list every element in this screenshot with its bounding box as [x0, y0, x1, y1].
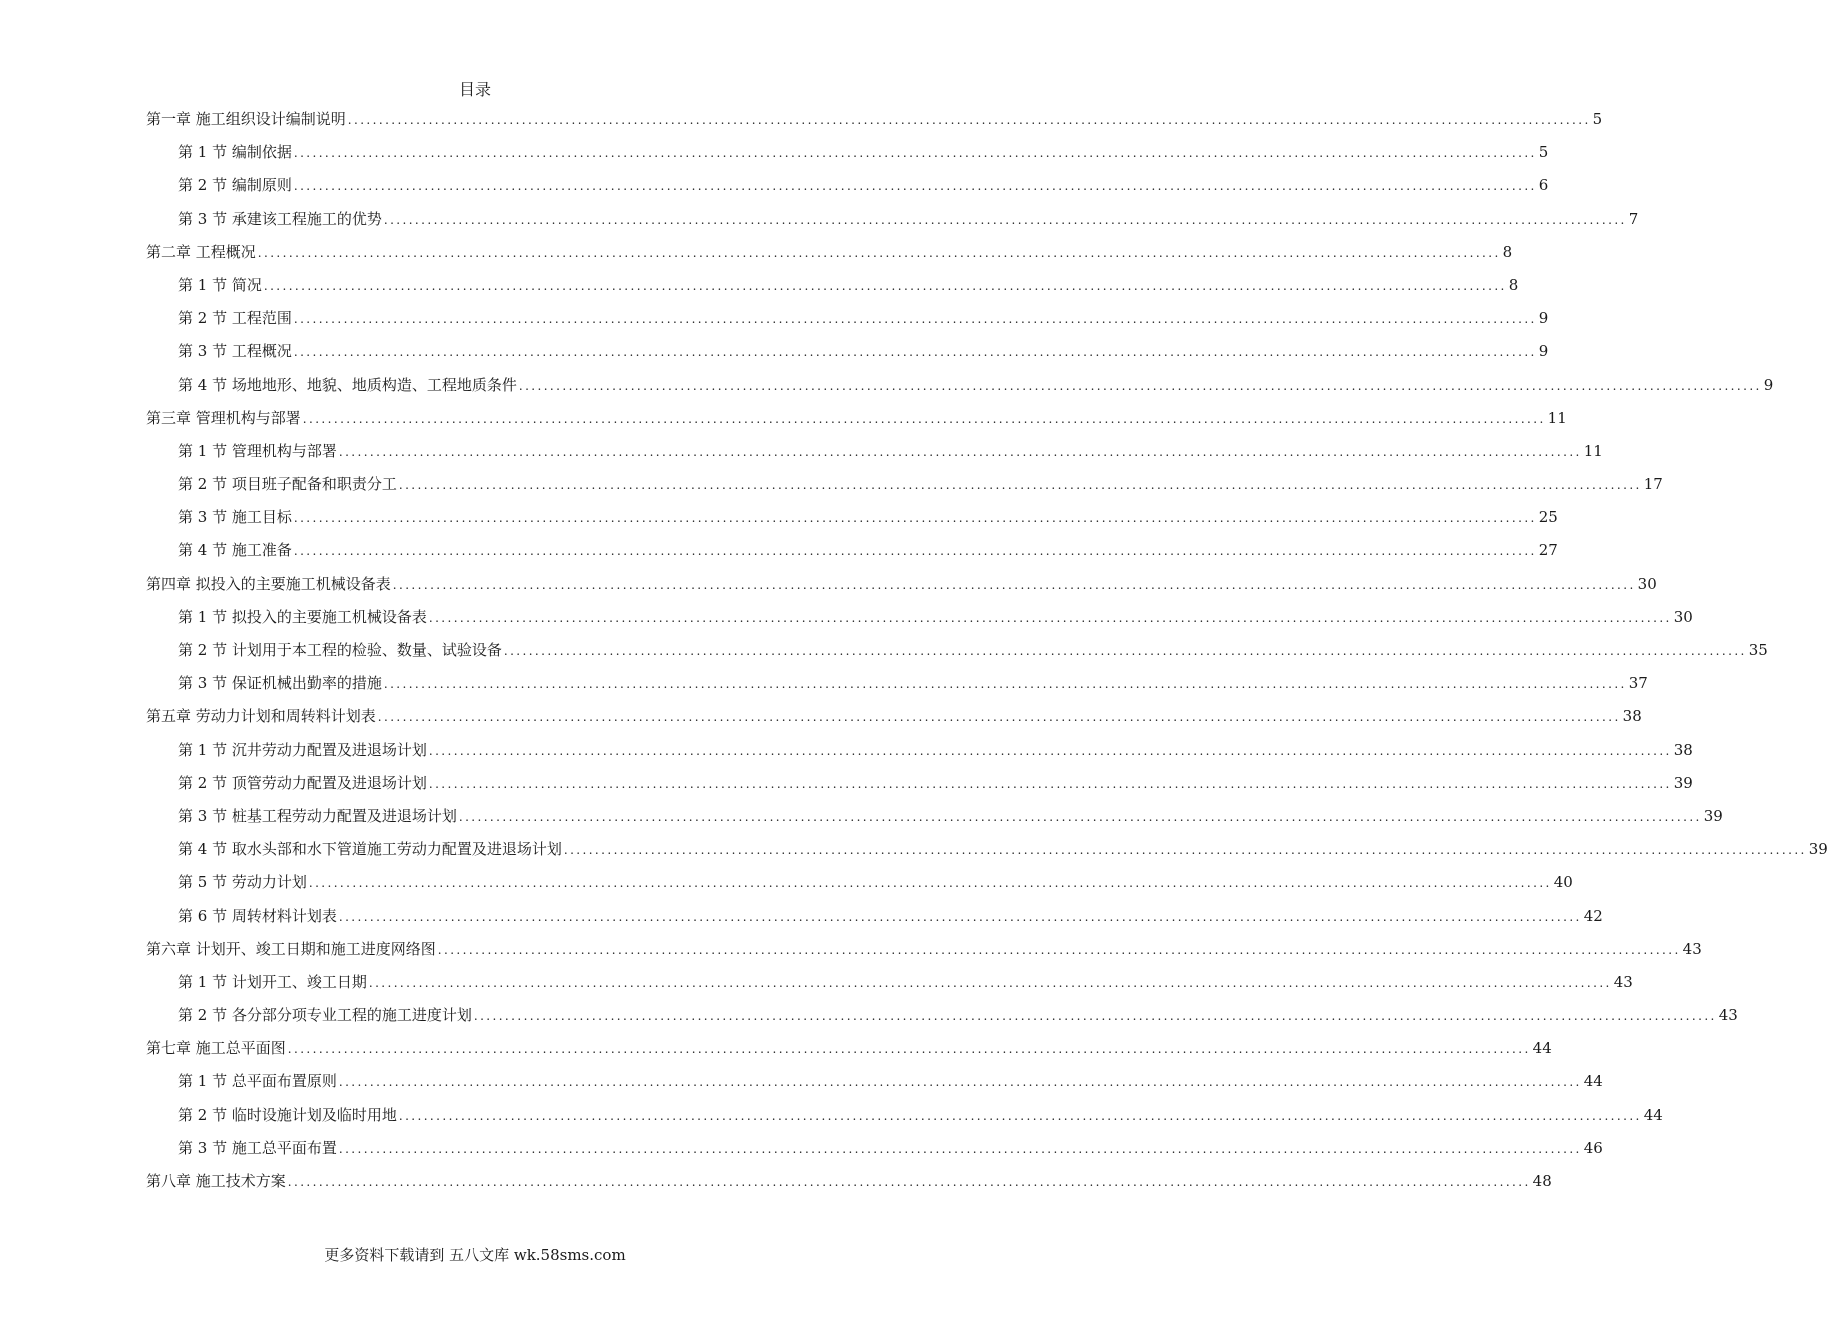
toc-dot-leader: ........................................................................................................................................................................................................ [383, 677, 1627, 692]
toc-dot-leader: ........................................................................................................................................................................................................ [428, 776, 1672, 791]
toc-section-entry[interactable] [0, 136, 1549, 169]
toc-section-entry[interactable] [0, 833, 1828, 866]
toc-entry-label: 第五章 劳动力计划和周转料计划表 [146, 707, 376, 726]
toc-section-entry[interactable] [0, 900, 1603, 933]
toc-dot-leader: ........................................................................................................................................................................................................ [287, 1175, 1531, 1189]
toc-section-entry[interactable] [0, 634, 1768, 667]
toc-entry-label: 第 3 节 工程概况 [178, 342, 292, 361]
toc-page-number: 17 [1643, 475, 1663, 494]
toc-entry-label: 第 1 节 管理机构与部署 [178, 441, 337, 460]
toc-page-number: 9 [1538, 309, 1549, 328]
toc-dot-leader: ........................................................................................................................................................................................................ [263, 278, 1507, 293]
toc-entry-label: 第 3 节 承建该工程施工的优势 [178, 209, 382, 228]
toc-section-entry[interactable] [0, 534, 1558, 567]
toc-chapter-entry[interactable] [0, 1165, 1552, 1198]
toc-dot-leader: ........................................................................................................................................................................................................ [473, 1009, 1717, 1024]
toc-entry-label: 第 4 节 场地地形、地貌、地质构造、工程地质条件 [178, 375, 517, 394]
toc-dot-leader: ........................................................................................................................................................................................................ [392, 577, 1636, 592]
toc-chapter-entry[interactable] [0, 402, 1567, 435]
toc-entry-label: 第七章 施工总平面图 [146, 1039, 286, 1058]
toc-entry-label: 第 2 节 编制原则 [178, 176, 292, 195]
toc-chapter-entry[interactable] [0, 933, 1702, 966]
toc-dot-leader: ........................................................................................................................................................................................................ [302, 411, 1546, 426]
toc-entry-label: 第三章 管理机构与部署 [146, 408, 301, 427]
toc-dot-leader: ........................................................................................................................................................................................................ [428, 610, 1672, 625]
toc-dot-leader: ........................................................................................................................................................................................................ [428, 743, 1672, 758]
toc-page-number: 48 [1532, 1172, 1552, 1190]
toc-section-entry[interactable] [0, 203, 1639, 236]
toc-page-number: 25 [1538, 508, 1558, 527]
toc-dot-leader: ........................................................................................................................................................................................................ [308, 876, 1552, 891]
toc-page-number: 43 [1682, 939, 1702, 958]
toc-dot-leader: ........................................................................................................................................................................................................ [503, 644, 1747, 658]
toc-page-number: 9 [1763, 375, 1774, 394]
toc-section-entry[interactable] [0, 269, 1519, 302]
toc-chapter-entry[interactable] [0, 236, 1513, 269]
toc-dot-leader: ........................................................................................................................................................................................................ [338, 1141, 1582, 1156]
toc-entry-label: 第 1 节 编制依据 [178, 143, 292, 162]
toc-page-number: 43 [1718, 1006, 1738, 1025]
toc-entry-label: 第 2 节 工程范围 [178, 309, 292, 328]
toc-entry-label: 第 3 节 桩基工程劳动力配置及进退场计划 [178, 806, 457, 825]
toc-dot-leader: ........................................................................................................................................................................................................ [368, 975, 1612, 990]
page-footer: 更多资料下载请到 五八文库 wk.58sms.com [324, 1246, 626, 1264]
toc-dot-leader: ........................................................................................................................................................................................................ [563, 843, 1807, 858]
toc-entry-label: 第八章 施工技术方案 [146, 1172, 286, 1190]
toc-dot-leader: ........................................................................................................................................................................................................ [293, 146, 1537, 161]
toc-page-number: 30 [1637, 574, 1657, 593]
toc-page-number: 39 [1703, 806, 1723, 825]
toc-entry-label: 第 3 节 保证机械出勤率的措施 [178, 674, 382, 693]
toc-page-number: 44 [1532, 1039, 1552, 1058]
toc-page-number: 43 [1613, 972, 1633, 991]
toc-page-number: 7 [1628, 209, 1639, 228]
toc-dot-leader: ........................................................................................................................................................................................................ [293, 544, 1537, 559]
toc-dot-leader: ........................................................................................................................................................................................................ [293, 511, 1537, 526]
toc-section-entry[interactable] [0, 866, 1573, 899]
toc-page-number: 37 [1628, 674, 1648, 693]
toc-dot-leader: ........................................................................................................................................................................................................ [338, 1075, 1582, 1090]
toc-page-number: 27 [1538, 541, 1558, 560]
toc-section-entry[interactable] [0, 734, 1693, 767]
toc-entry-label: 第 2 节 各分部分项专业工程的施工进度计划 [178, 1006, 472, 1025]
toc-entry-label: 第 5 节 劳动力计划 [178, 873, 307, 892]
toc-chapter-entry[interactable] [0, 568, 1657, 601]
toc-chapter-entry[interactable] [0, 103, 1603, 136]
toc-section-entry[interactable] [0, 1065, 1603, 1098]
toc-page-number: 38 [1622, 707, 1642, 726]
toc-section-entry[interactable] [0, 667, 1648, 700]
toc-page-number: 42 [1583, 906, 1603, 925]
toc-entry-label: 第六章 计划开、竣工日期和施工进度网络图 [146, 939, 436, 958]
toc-dot-leader: ........................................................................................................................................................................................................ [398, 478, 1642, 493]
toc-entry-label: 第 2 节 计划用于本工程的检验、数量、试验设备 [178, 641, 502, 659]
toc-title: 目录 [458, 80, 491, 99]
toc-section-entry[interactable] [0, 601, 1693, 634]
toc-page-number: 11 [1547, 408, 1567, 427]
toc-entry-label: 第 1 节 计划开工、竣工日期 [178, 972, 367, 991]
toc-dot-leader: ........................................................................................................................................................................................................ [377, 710, 1621, 725]
toc-dot-leader: ........................................................................................................................................................................................................ [458, 809, 1702, 824]
toc-section-entry[interactable] [0, 369, 1774, 402]
toc-chapter-entry[interactable] [0, 1032, 1552, 1065]
toc-dot-leader: ........................................................................................................................................................................................................ [398, 1108, 1642, 1123]
toc-dot-leader: ........................................................................................................................................................................................................ [437, 942, 1681, 957]
toc-list [0, 103, 1828, 1198]
toc-section-entry[interactable] [0, 468, 1663, 501]
toc-section-entry[interactable] [0, 999, 1738, 1032]
toc-page-number: 11 [1583, 441, 1603, 460]
toc-dot-leader: ........................................................................................................................................................................................................ [293, 179, 1537, 194]
toc-page-number: 38 [1673, 740, 1693, 759]
toc-entry-label: 第 3 节 施工目标 [178, 508, 292, 527]
toc-entry-label: 第 2 节 顶管劳动力配置及进退场计划 [178, 773, 427, 792]
toc-page-number: 40 [1553, 873, 1573, 892]
toc-entry-label: 第 1 节 简况 [178, 275, 262, 294]
toc-entry-label: 第四章 拟投入的主要施工机械设备表 [146, 574, 391, 593]
toc-entry-label: 第 3 节 施工总平面布置 [178, 1138, 337, 1157]
toc-dot-leader: ........................................................................................................................................................................................................ [338, 909, 1582, 924]
toc-section-entry[interactable] [0, 302, 1549, 335]
toc-entry-label: 第 1 节 总平面布置原则 [178, 1072, 337, 1091]
toc-dot-leader: ........................................................................................................................................................................................................ [518, 378, 1762, 393]
toc-page-number: 44 [1643, 1105, 1663, 1124]
toc-entry-label: 第 4 节 施工准备 [178, 541, 292, 560]
toc-section-entry[interactable] [0, 335, 1549, 368]
toc-entry-label: 第一章 施工组织设计编制说明 [146, 110, 346, 128]
toc-page-number: 39 [1673, 773, 1693, 792]
toc-dot-leader: ........................................................................................................................................................................................................ [293, 312, 1537, 327]
toc-page-number: 30 [1673, 607, 1693, 626]
toc-dot-leader: ........................................................................................................................................................................................................ [338, 444, 1582, 459]
toc-entry-label: 第 1 节 拟投入的主要施工机械设备表 [178, 607, 427, 626]
toc-chapter-entry[interactable] [0, 700, 1642, 733]
toc-page-number: 46 [1583, 1138, 1603, 1157]
toc-section-entry[interactable] [0, 966, 1633, 999]
toc-section-entry[interactable] [0, 767, 1693, 800]
toc-section-entry[interactable] [0, 1099, 1663, 1132]
toc-page-number: 39 [1808, 840, 1828, 859]
toc-dot-leader: ........................................................................................................................................................................................................ [347, 113, 1591, 127]
toc-dot-leader: ........................................................................................................................................................................................................ [383, 212, 1627, 227]
toc-page-number: 9 [1538, 342, 1549, 361]
toc-page-number: 6 [1538, 176, 1549, 195]
toc-page-number: 5 [1592, 110, 1603, 128]
toc-section-entry[interactable] [0, 169, 1549, 202]
toc-page-number: 8 [1508, 275, 1519, 294]
toc-entry-label: 第二章 工程概况 [146, 242, 256, 261]
toc-page-number: 8 [1502, 242, 1513, 261]
toc-dot-leader: ........................................................................................................................................................................................................ [293, 345, 1537, 360]
toc-section-entry[interactable] [0, 800, 1723, 833]
toc-section-entry[interactable] [0, 501, 1558, 534]
toc-entry-label: 第 1 节 沉井劳动力配置及进退场计划 [178, 740, 427, 759]
toc-page-number: 5 [1538, 143, 1549, 162]
toc-entry-label: 第 2 节 项目班子配备和职责分工 [178, 475, 397, 494]
toc-section-entry[interactable] [0, 435, 1603, 468]
toc-section-entry[interactable] [0, 1132, 1603, 1165]
toc-entry-label: 第 2 节 临时设施计划及临时用地 [178, 1105, 397, 1124]
toc-page-number: 35 [1748, 641, 1768, 659]
toc-entry-label: 第 4 节 取水头部和水下管道施工劳动力配置及进退场计划 [178, 840, 562, 859]
toc-dot-leader: ........................................................................................................................................................................................................ [257, 245, 1501, 260]
toc-page-number: 44 [1583, 1072, 1603, 1091]
toc-entry-label: 第 6 节 周转材料计划表 [178, 906, 337, 925]
toc-dot-leader: ........................................................................................................................................................................................................ [287, 1042, 1531, 1057]
